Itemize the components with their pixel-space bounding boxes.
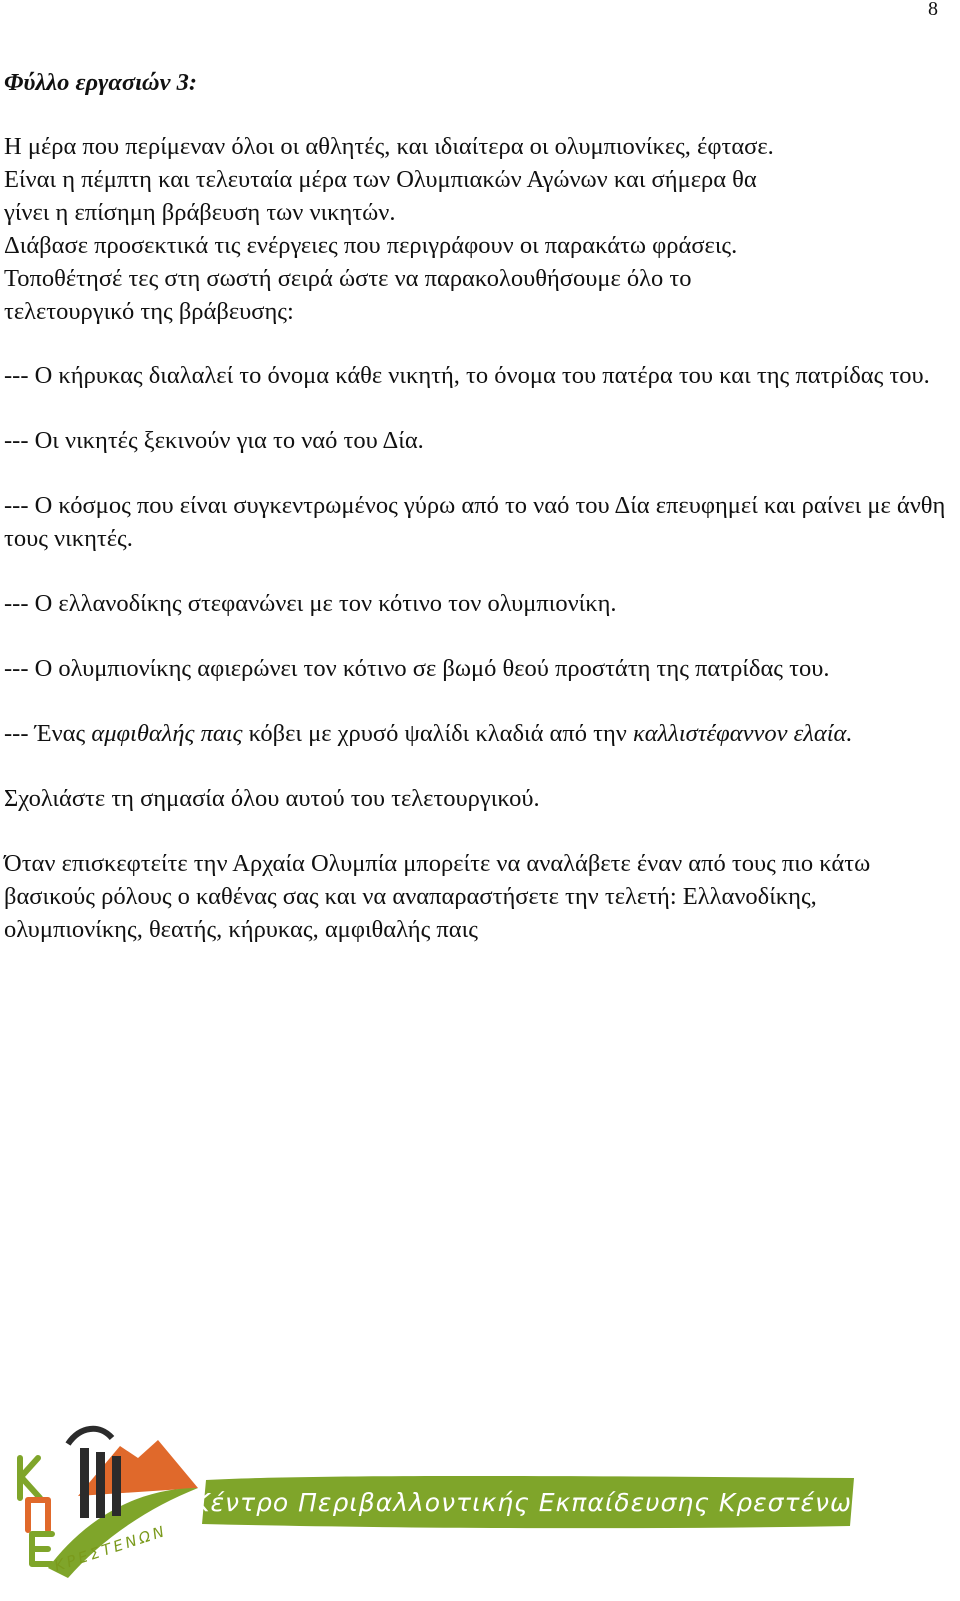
ceremony-step-6	[4, 717, 950, 750]
worksheet-body	[4, 66, 950, 946]
emblem-label: ΚΡΕΣΤΕΝΩΝ	[52, 1521, 170, 1576]
kpe-emblem-icon	[8, 1418, 208, 1594]
intro-line: τελετουργικό της βράβευσης:	[4, 298, 294, 325]
roles-paragraph: Όταν επισκεφτείτε την Αρχαία Ολυμπία μπορείτε να αναλάβετε έναν από τους πιο κάτω βασικούς ρόλους ο καθένας σας και να αναπαραστήσετε την τελετή: Ελλανοδίκης, ολυμπιονίκης, θεατής, κήρυκας, αμφιθαλής παις	[4, 850, 871, 943]
step-6-italic-term: αμφιθαλής παις	[91, 720, 243, 747]
ceremony-step-4: --- Ο ελλανοδίκης στεφανώνει με τον κότινο τον ολυμπιονίκη.	[4, 590, 617, 617]
intro-line: Διάβασε προσεκτικά τις ενέργειες που περιγράφουν οι παρακάτω φράσεις.	[4, 232, 738, 259]
intro-paragraph	[4, 130, 950, 328]
page-number: 8	[928, 0, 938, 20]
worksheet-title: Φύλλο εργασιών 3:	[4, 69, 198, 96]
comment-prompt: Σχολιάστε τη σημασία όλου αυτού του τελετουργικού.	[4, 785, 540, 812]
ceremony-step-3: --- Ο κόσμος που είναι συγκεντρωμένος γύρω από το ναό του Δία επευφημεί και ραίνει με άνθη τους νικητές.	[4, 492, 946, 552]
intro-line: Τοποθέτησέ τες στη σωστή σειρά ώστε να παρακολουθήσουμε όλο το	[4, 265, 692, 292]
banner-text: Κέντρο Περιβαλλοντικής Εκπαίδευσης Κρεστένων	[193, 1487, 867, 1517]
ceremony-step-2: --- Οι νικητές ξεκινούν για το ναό του Δία.	[4, 427, 424, 454]
step-6-prefix: --- Ένας	[4, 720, 92, 747]
step-6-italic-term-2: καλλιστέφαννον ελαία.	[633, 720, 853, 747]
center-banner	[193, 1472, 867, 1532]
intro-line: Είναι η πέμπτη και τελευταία μέρα των Ολυμπιακών Αγώνων και σήμερα θα	[4, 166, 757, 193]
step-6-middle: κόβει με χρυσό ψαλίδι κλαδιά από την	[242, 720, 634, 747]
footer-logo	[8, 1418, 868, 1594]
intro-line: γίνει η επίσημη βράβευση των νικητών.	[4, 199, 396, 226]
ceremony-step-1: --- Ο κήρυκας διαλαλεί το όνομα κάθε νικητή, το όνομα του πατέρα του και της πατρίδας του.	[4, 362, 930, 389]
intro-line: Η μέρα που περίμεναν όλοι οι αθλητές, και ιδιαίτερα οι ολυμπιονίκες, έφτασε.	[4, 133, 774, 160]
ceremony-step-5: --- Ο ολυμπιονίκης αφιερώνει τον κότινο σε βωμό θεού προστάτη της πατρίδας του.	[4, 655, 830, 682]
